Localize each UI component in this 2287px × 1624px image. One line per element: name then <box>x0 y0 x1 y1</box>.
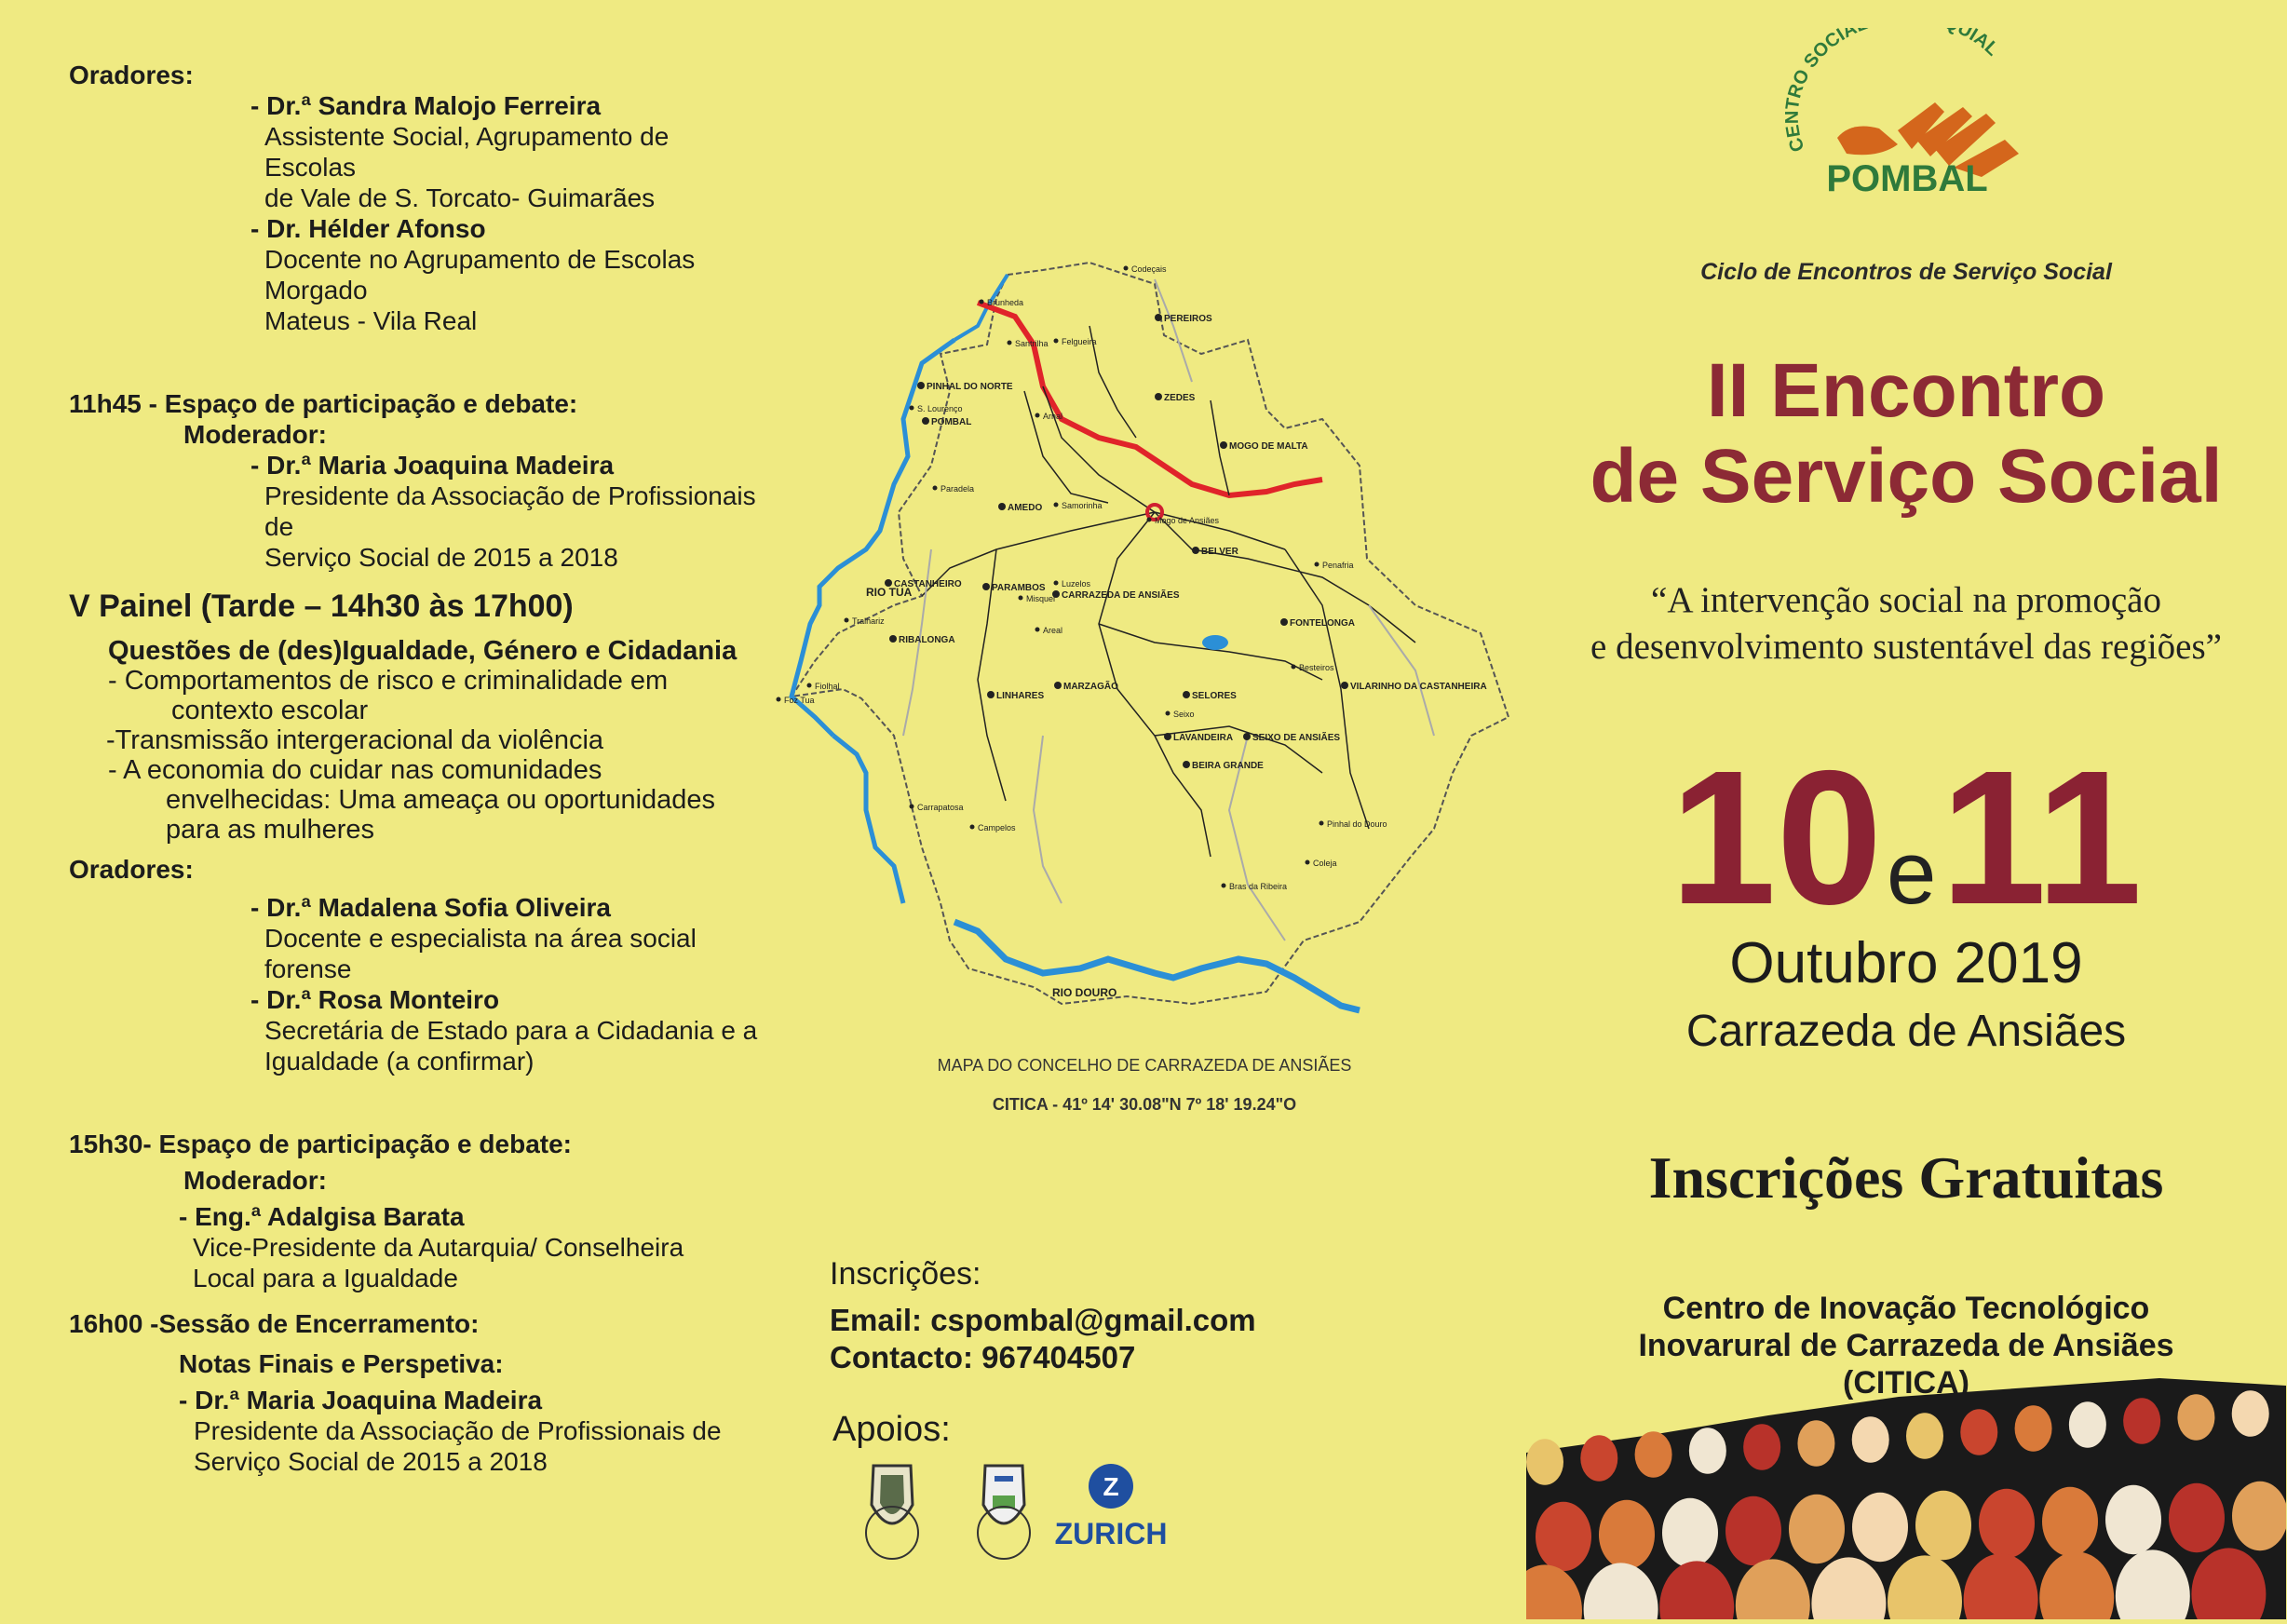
face-shape <box>1915 1491 1971 1560</box>
map-place-label: Campelos <box>978 823 1016 832</box>
map-place-dot <box>982 583 990 590</box>
map-place-label: Arnal <box>1043 412 1063 421</box>
municipality-crest-icon <box>866 1466 918 1559</box>
moderator-role: Vice-Presidente da Autarquia/ Conselheira <box>193 1233 684 1262</box>
face-shape <box>2042 1487 2098 1556</box>
map-place-dot <box>1292 665 1296 670</box>
cycle-subtitle: Ciclo de Encontros de Serviço Social <box>1700 259 2112 285</box>
sponsor-logos <box>846 1458 1181 1561</box>
map-place-label: VILARINHO DA CASTANHEIRA <box>1350 682 1487 692</box>
email-text: Email: cspombal@gmail.com <box>830 1303 1256 1337</box>
map-place-label: MARZAGÃO <box>1063 682 1118 692</box>
map-place-label: Brunheda <box>987 298 1024 307</box>
moderator-role: Serviço Social de 2015 a 2018 <box>264 543 618 572</box>
face-shape <box>2105 1485 2161 1554</box>
map-place-dot <box>807 683 812 688</box>
map-place-label: Santrilha <box>1015 339 1049 348</box>
title-line: de Serviço Social <box>1590 434 2223 519</box>
event-quote <box>1525 577 2287 670</box>
map-place-label: Misquel <box>1026 594 1056 603</box>
speaker-name: - Dr.ª Madalena Sofia Oliveira <box>250 893 611 922</box>
face-shape <box>2123 1398 2160 1444</box>
face-shape <box>1725 1496 1781 1565</box>
face-shape <box>1536 1502 1591 1571</box>
face-shape <box>1689 1428 1726 1474</box>
venue-line: (CITICA) <box>1843 1365 1969 1401</box>
speaker-name: - Dr.ª Rosa Monteiro <box>250 985 500 1014</box>
map-place-label: Bras da Ribeira <box>1229 882 1288 891</box>
map-place-label: AMEDO <box>1008 503 1043 513</box>
oradores-heading: Oradores: <box>69 855 194 884</box>
moderator-role: Presidente da Associação de Profissionais de <box>264 481 756 541</box>
map-place-dot <box>845 618 849 623</box>
face-shape <box>1979 1489 2035 1558</box>
map-place-dot <box>1306 860 1310 865</box>
map-place-label: PARAMBOS <box>992 583 1046 593</box>
map-place-label: ZEDES <box>1164 393 1196 403</box>
debate-heading: 11h45 - Espaço de participação e debate: <box>69 389 578 418</box>
face-shape <box>2069 1401 2106 1448</box>
map-place-label: Coleja <box>1313 859 1337 868</box>
map-place-dot <box>1008 341 1012 345</box>
topic-item: contexto escolar <box>171 696 369 725</box>
closing-speaker-name: - Dr.ª Maria Joaquina Madeira <box>179 1386 543 1414</box>
moderator-name: - Dr.ª Maria Joaquina Madeira <box>250 451 615 480</box>
map-place-dot <box>1054 339 1059 344</box>
map-place-label: Paradela <box>941 484 975 494</box>
map-place-dot <box>1243 733 1251 740</box>
map-place-dot <box>1183 761 1190 768</box>
moderator-heading: Moderador: <box>183 420 327 449</box>
river-west <box>833 736 903 903</box>
topic-item: - Comportamentos de risco e criminalidade em <box>108 666 669 696</box>
closing-speaker-role: Serviço Social de 2015 a 2018 <box>194 1447 548 1476</box>
phone-text: Contacto: 967404507 <box>830 1340 1136 1374</box>
face-shape <box>2232 1482 2286 1550</box>
face-shape <box>1599 1500 1655 1569</box>
topic-item: para as mulheres <box>166 815 375 845</box>
speaker-role: Assistente Social, Agrupamento de Escolas <box>264 122 670 182</box>
map-place-dot <box>1183 691 1190 698</box>
map-place-dot <box>917 382 925 389</box>
face-shape <box>1960 1409 1997 1455</box>
map-place-label: BEIRA GRANDE <box>1192 761 1264 771</box>
map-place-label: Areal <box>1043 626 1063 635</box>
date-day: 11 <box>1940 731 2143 944</box>
map-caption: MAPA DO CONCELHO DE CARRAZEDA DE ANSIÃES <box>937 1056 1352 1075</box>
event-panel <box>1525 0 2287 1619</box>
org-arc-text: CENTRO SOCIA UIAL <box>1781 28 2003 155</box>
map-place-dot <box>1220 441 1227 449</box>
map-place-label: Foz Tua <box>784 696 815 705</box>
map-place-dot <box>1319 821 1324 826</box>
face-shape <box>2169 1483 2225 1552</box>
map-place-label: Besteiros <box>1299 663 1334 672</box>
map-place-dot <box>980 300 984 304</box>
map-place-label: Pinhal do Douro <box>1327 819 1387 829</box>
face-shape <box>1906 1413 1943 1459</box>
map-place-label: BELVER <box>1201 547 1238 557</box>
map-place-label: Luzelos <box>1062 579 1091 589</box>
map-place-label: SELORES <box>1192 691 1237 701</box>
map-place-dot <box>998 503 1006 510</box>
map-place-dot <box>987 691 995 698</box>
moderator-name: - Eng.ª Adalgisa Barata <box>179 1202 465 1231</box>
topic-item: -Transmissão intergeracional da violência <box>106 725 604 755</box>
map-place-dot <box>1341 682 1348 689</box>
map-place-dot <box>910 406 914 411</box>
speaker-role: Docente e especialista na área social forense <box>264 924 697 983</box>
speaker-name: - Dr.ª Sandra Malojo Ferreira <box>250 91 602 120</box>
face-shape <box>1852 1493 1908 1562</box>
speaker-role: Secretária de Estado para a Cidadania e a <box>264 1016 758 1045</box>
crowd-illustration <box>1526 1378 2286 1619</box>
svg-text:Z: Z <box>1103 1472 1119 1501</box>
map-place-dot <box>1054 503 1059 508</box>
map-place-label: Tralhariz <box>852 616 885 626</box>
map-place-label: PINHAL DO NORTE <box>927 382 1013 392</box>
map-coordinates: CITICA - 41º 14' 30.08"N 7º 18' 19.24"O <box>992 1095 1297 1114</box>
map-place-dot <box>1155 314 1162 321</box>
closing-speaker-role: Presidente da Associação de Profissionais de <box>194 1416 722 1445</box>
moderator-heading: Moderador: <box>183 1166 327 1195</box>
event-month: Outubro 2019 <box>1729 931 2083 995</box>
map-place-label: SEIXO DE ANSIÃES <box>1252 733 1341 743</box>
map-place-dot <box>1035 413 1040 418</box>
topic-item: envelhecidas: Uma ameaça ou oportunidades <box>166 785 716 815</box>
map-place-label: Fiolhal <box>815 682 840 691</box>
sponsors-heading: Apoios: <box>832 1410 951 1449</box>
map-place-dot <box>1280 618 1288 626</box>
parish-crest-icon <box>978 1466 1030 1559</box>
face-shape <box>1635 1431 1672 1478</box>
face-shape <box>2015 1405 2052 1452</box>
map-place-label: CASTANHEIRO <box>894 579 962 589</box>
map-place-dot <box>1147 518 1152 522</box>
map-place-label: Mogo de Ansiães <box>1155 516 1220 525</box>
map-place-label: LAVANDEIRA <box>1173 733 1234 743</box>
speaker-role: Igualdade (a confirmar) <box>264 1047 535 1076</box>
map-place-dot <box>922 417 929 425</box>
river-label: RIO DOURO <box>1052 986 1117 999</box>
map-place-label: MOGO DE MALTA <box>1229 441 1308 452</box>
face-shape <box>1580 1435 1617 1482</box>
map-place-label: S. Lourenço <box>917 404 963 413</box>
zurich-logo-icon <box>1055 1464 1168 1550</box>
venue-line: Centro de Inovação Tecnológico <box>1662 1291 2150 1326</box>
map-place-dot <box>889 635 897 643</box>
topic-item: - A economia do cuidar nas comunidades <box>108 755 602 785</box>
map-place-label: Carrapatosa <box>917 803 964 812</box>
map-place-dot <box>933 486 938 491</box>
map-place-label: PEREIROS <box>1164 314 1212 324</box>
date-day: 10 <box>1670 731 1883 944</box>
registration-heading: Inscrições: <box>830 1256 981 1292</box>
venue-line: Inovarural de Carrazeda de Ansiães <box>1638 1328 2174 1363</box>
closing-heading: 16h00 -Sessão de Encerramento: <box>69 1309 480 1338</box>
painel-title: V Painel (Tarde – 14h30 às 17h00) <box>69 589 574 624</box>
speaker-role: de Vale de S. Torcato- Guimarães <box>264 183 656 212</box>
quote-line: “A intervenção social na promoção <box>1651 580 2161 620</box>
agenda-panel <box>0 0 764 1619</box>
registration-info <box>830 1255 1256 1376</box>
org-name: POMBAL <box>1826 158 1988 199</box>
event-dates <box>1525 731 2287 944</box>
map-place-label: Samorinha <box>1062 501 1103 510</box>
map-place-label: Penafria <box>1322 561 1354 570</box>
org-logo <box>1739 28 2075 233</box>
map-place-label: POMBAL <box>931 417 972 427</box>
zurich-wordmark: ZURICH <box>1054 1517 1168 1550</box>
quote-line: e desenvolvimento sustentável das regiões” <box>1590 627 2222 667</box>
title-line: II Encontro <box>1706 348 2106 433</box>
face-shape <box>1797 1420 1834 1467</box>
face-shape <box>1662 1498 1718 1567</box>
speaker-name: - Dr. Hélder Afonso <box>250 214 486 243</box>
face-shape <box>2232 1390 2269 1437</box>
map-place-dot <box>1164 733 1171 740</box>
face-shape <box>1852 1416 1889 1463</box>
face-shape <box>1526 1439 1563 1485</box>
reservoir <box>1202 635 1228 650</box>
map-place-dot <box>1035 628 1040 632</box>
map-place-dot <box>1054 581 1059 586</box>
municipality-map <box>764 251 1525 1024</box>
map-place-label: RIBALONGA <box>899 635 955 645</box>
face-shape <box>1789 1495 1845 1563</box>
map-place-label: CARRAZEDA DE ANSIÃES <box>1062 590 1180 601</box>
face-shape <box>2177 1394 2214 1441</box>
map-place-dot <box>1222 884 1226 888</box>
map-place-dot <box>1155 393 1162 400</box>
river-label: RIO TUA <box>866 586 913 599</box>
speaker-role: Mateus - Vila Real <box>264 306 478 335</box>
map-svg <box>764 251 1525 1024</box>
free-registration: Inscrições Gratuitas <box>1648 1144 2164 1211</box>
topic-title: Questões de (des)Igualdade, Género e Cidadania <box>108 636 738 666</box>
map-place-dot <box>1166 711 1171 716</box>
map-place-dot <box>1315 562 1319 567</box>
event-title <box>1525 348 2287 520</box>
oradores-heading: Oradores: <box>69 61 194 89</box>
map-place-dot <box>777 697 781 702</box>
map-place-dot <box>1124 266 1129 271</box>
map-place-label: Felgueira <box>1062 337 1097 346</box>
face-shape <box>1743 1424 1780 1470</box>
speaker-role: Docente no Agrupamento de Escolas Morgado <box>264 245 696 304</box>
map-place-dot <box>970 825 975 830</box>
map-panel <box>764 0 1525 1619</box>
event-place: Carrazeda de Ansiães <box>1685 1007 2127 1056</box>
map-place-label: Seixo <box>1173 710 1195 719</box>
moderator-role: Local para a Igualdade <box>193 1264 458 1292</box>
map-place-label: FONTELONGA <box>1290 618 1355 629</box>
closing-subheading: Notas Finais e Perspetiva: <box>179 1349 504 1378</box>
map-place-dot <box>1054 682 1062 689</box>
map-place-dot <box>1192 547 1199 554</box>
agenda-text <box>69 60 758 1477</box>
map-place-dot <box>910 805 914 809</box>
map-place-dot <box>1019 596 1023 601</box>
debate-heading: 15h30- Espaço de participação e debate: <box>69 1130 572 1158</box>
map-place-label: Codeçais <box>1131 264 1167 274</box>
map-place-label: LINHARES <box>996 691 1045 701</box>
date-connector: e <box>1886 823 1937 923</box>
